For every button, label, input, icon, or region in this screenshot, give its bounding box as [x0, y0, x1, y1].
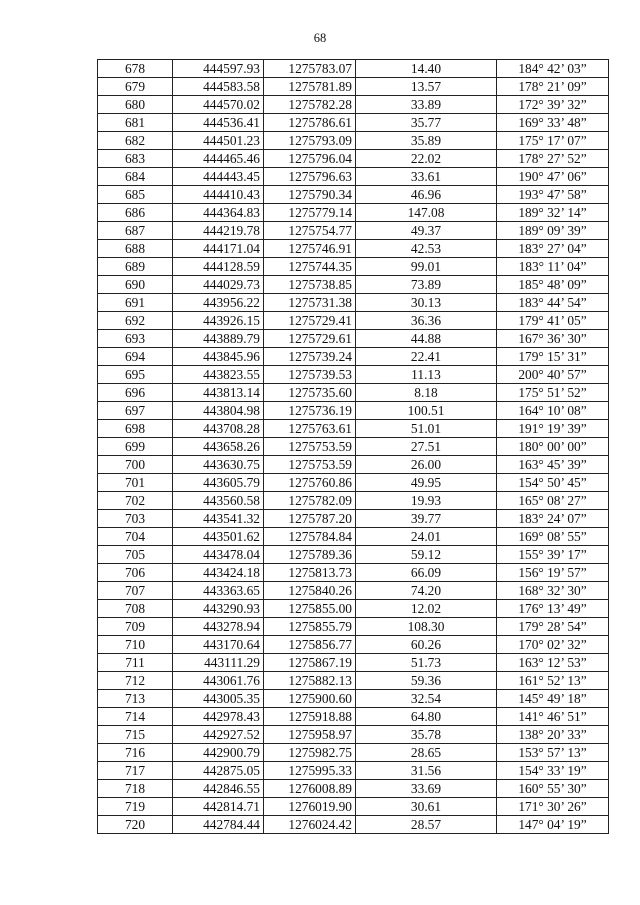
x-coordinate-cell: 444536.41	[173, 114, 264, 132]
x-coordinate-cell: 443541.32	[173, 510, 264, 528]
point-number-cell: 687	[98, 222, 173, 240]
table-row	[98, 762, 609, 780]
x-coordinate-cell: 442900.79	[173, 744, 264, 762]
distance-cell: 27.51	[356, 438, 497, 456]
table-row	[98, 348, 609, 366]
table-row	[98, 258, 609, 276]
table-row	[98, 294, 609, 312]
distance-cell: 35.78	[356, 726, 497, 744]
y-coordinate-cell: 1275779.14	[264, 204, 356, 222]
distance-cell: 35.89	[356, 132, 497, 150]
table-row	[98, 816, 609, 834]
table-row	[98, 798, 609, 816]
distance-cell: 59.36	[356, 672, 497, 690]
point-number-cell: 678	[98, 60, 173, 78]
y-coordinate-cell: 1275789.36	[264, 546, 356, 564]
table-row	[98, 582, 609, 600]
angle-cell: 168° 32’ 30”	[497, 582, 609, 600]
distance-cell: 33.69	[356, 780, 497, 798]
x-coordinate-cell: 444443.45	[173, 168, 264, 186]
angle-cell: 160° 55’ 30”	[497, 780, 609, 798]
point-number-cell: 682	[98, 132, 173, 150]
table-row	[98, 114, 609, 132]
distance-cell: 28.57	[356, 816, 497, 834]
x-coordinate-cell: 444128.59	[173, 258, 264, 276]
y-coordinate-cell: 1275793.09	[264, 132, 356, 150]
distance-cell: 59.12	[356, 546, 497, 564]
table-row	[98, 168, 609, 186]
point-number-cell: 715	[98, 726, 173, 744]
coordinates-table	[97, 59, 609, 834]
distance-cell: 12.02	[356, 600, 497, 618]
x-coordinate-cell: 444029.73	[173, 276, 264, 294]
point-number-cell: 689	[98, 258, 173, 276]
table-row	[98, 186, 609, 204]
angle-cell: 154° 33’ 19”	[497, 762, 609, 780]
y-coordinate-cell: 1275781.89	[264, 78, 356, 96]
y-coordinate-cell: 1276019.90	[264, 798, 356, 816]
distance-cell: 19.93	[356, 492, 497, 510]
table-row	[98, 60, 609, 78]
distance-cell: 147.08	[356, 204, 497, 222]
point-number-cell: 699	[98, 438, 173, 456]
angle-cell: 163° 45’ 39”	[497, 456, 609, 474]
point-number-cell: 696	[98, 384, 173, 402]
point-number-cell: 703	[98, 510, 173, 528]
angle-cell: 169° 08’ 55”	[497, 528, 609, 546]
y-coordinate-cell: 1275796.04	[264, 150, 356, 168]
x-coordinate-cell: 444583.58	[173, 78, 264, 96]
angle-cell: 183° 44’ 54”	[497, 294, 609, 312]
y-coordinate-cell: 1275736.19	[264, 402, 356, 420]
point-number-cell: 698	[98, 420, 173, 438]
y-coordinate-cell: 1275958.97	[264, 726, 356, 744]
x-coordinate-cell: 443005.35	[173, 690, 264, 708]
x-coordinate-cell: 443478.04	[173, 546, 264, 564]
x-coordinate-cell: 443363.65	[173, 582, 264, 600]
x-coordinate-cell: 444501.23	[173, 132, 264, 150]
y-coordinate-cell: 1275753.59	[264, 456, 356, 474]
y-coordinate-cell: 1275754.77	[264, 222, 356, 240]
x-coordinate-cell: 443823.55	[173, 366, 264, 384]
y-coordinate-cell: 1276008.89	[264, 780, 356, 798]
point-number-cell: 714	[98, 708, 173, 726]
x-coordinate-cell: 443170.64	[173, 636, 264, 654]
angle-cell: 185° 48’ 09”	[497, 276, 609, 294]
angle-cell: 169° 33’ 48”	[497, 114, 609, 132]
angle-cell: 179° 28’ 54”	[497, 618, 609, 636]
y-coordinate-cell: 1275855.79	[264, 618, 356, 636]
y-coordinate-cell: 1275739.24	[264, 348, 356, 366]
table-row	[98, 222, 609, 240]
point-number-cell: 707	[98, 582, 173, 600]
table-row	[98, 492, 609, 510]
x-coordinate-cell: 443501.62	[173, 528, 264, 546]
table-row	[98, 690, 609, 708]
distance-cell: 39.77	[356, 510, 497, 528]
point-number-cell: 716	[98, 744, 173, 762]
y-coordinate-cell: 1275735.60	[264, 384, 356, 402]
angle-cell: 141° 46’ 51”	[497, 708, 609, 726]
distance-cell: 33.61	[356, 168, 497, 186]
distance-cell: 32.54	[356, 690, 497, 708]
angle-cell: 175° 51’ 52”	[497, 384, 609, 402]
x-coordinate-cell: 443845.96	[173, 348, 264, 366]
point-number-cell: 695	[98, 366, 173, 384]
point-number-cell: 709	[98, 618, 173, 636]
angle-cell: 189° 09’ 39”	[497, 222, 609, 240]
distance-cell: 11.13	[356, 366, 497, 384]
x-coordinate-cell: 443278.94	[173, 618, 264, 636]
point-number-cell: 697	[98, 402, 173, 420]
distance-cell: 28.65	[356, 744, 497, 762]
table-row	[98, 456, 609, 474]
x-coordinate-cell: 443424.18	[173, 564, 264, 582]
x-coordinate-cell: 444219.78	[173, 222, 264, 240]
y-coordinate-cell: 1275813.73	[264, 564, 356, 582]
x-coordinate-cell: 443290.93	[173, 600, 264, 618]
page-number: 68	[313, 31, 327, 45]
distance-cell: 8.18	[356, 384, 497, 402]
table-row	[98, 654, 609, 672]
x-coordinate-cell: 443813.14	[173, 384, 264, 402]
x-coordinate-cell: 444465.46	[173, 150, 264, 168]
distance-cell: 24.01	[356, 528, 497, 546]
angle-cell: 161° 52’ 13”	[497, 672, 609, 690]
point-number-cell: 679	[98, 78, 173, 96]
table-row	[98, 528, 609, 546]
distance-cell: 99.01	[356, 258, 497, 276]
distance-cell: 51.73	[356, 654, 497, 672]
point-number-cell: 718	[98, 780, 173, 798]
angle-cell: 183° 24’ 07”	[497, 510, 609, 528]
table-row	[98, 366, 609, 384]
y-coordinate-cell: 1275882.13	[264, 672, 356, 690]
angle-cell: 164° 10’ 08”	[497, 402, 609, 420]
point-number-cell: 704	[98, 528, 173, 546]
table-row	[98, 384, 609, 402]
angle-cell: 200° 40’ 57”	[497, 366, 609, 384]
y-coordinate-cell: 1275918.88	[264, 708, 356, 726]
distance-cell: 49.37	[356, 222, 497, 240]
point-number-cell: 720	[98, 816, 173, 834]
point-number-cell: 705	[98, 546, 173, 564]
point-number-cell: 684	[98, 168, 173, 186]
table-row	[98, 672, 609, 690]
y-coordinate-cell: 1275786.61	[264, 114, 356, 132]
x-coordinate-cell: 443889.79	[173, 330, 264, 348]
x-coordinate-cell: 444597.93	[173, 60, 264, 78]
distance-cell: 73.89	[356, 276, 497, 294]
point-number-cell: 719	[98, 798, 173, 816]
table-row	[98, 618, 609, 636]
distance-cell: 51.01	[356, 420, 497, 438]
angle-cell: 180° 00’ 00”	[497, 438, 609, 456]
distance-cell: 49.95	[356, 474, 497, 492]
table-row	[98, 744, 609, 762]
angle-cell: 163° 12’ 53”	[497, 654, 609, 672]
x-coordinate-cell: 442784.44	[173, 816, 264, 834]
x-coordinate-cell: 444410.43	[173, 186, 264, 204]
angle-cell: 145° 49’ 18”	[497, 690, 609, 708]
distance-cell: 31.56	[356, 762, 497, 780]
table-row	[98, 240, 609, 258]
y-coordinate-cell: 1275796.63	[264, 168, 356, 186]
table-body	[98, 60, 609, 834]
angle-cell: 178° 21’ 09”	[497, 78, 609, 96]
y-coordinate-cell: 1275760.86	[264, 474, 356, 492]
table-row	[98, 510, 609, 528]
point-number-cell: 686	[98, 204, 173, 222]
angle-cell: 190° 47’ 06”	[497, 168, 609, 186]
angle-cell: 183° 27’ 04”	[497, 240, 609, 258]
point-number-cell: 717	[98, 762, 173, 780]
distance-cell: 36.36	[356, 312, 497, 330]
point-number-cell: 688	[98, 240, 173, 258]
table-row	[98, 132, 609, 150]
x-coordinate-cell: 443560.58	[173, 492, 264, 510]
angle-cell: 153° 57’ 13”	[497, 744, 609, 762]
table-row	[98, 636, 609, 654]
x-coordinate-cell: 443111.29	[173, 654, 264, 672]
table-row	[98, 546, 609, 564]
x-coordinate-cell: 442814.71	[173, 798, 264, 816]
angle-cell: 191° 19’ 39”	[497, 420, 609, 438]
y-coordinate-cell: 1275753.59	[264, 438, 356, 456]
y-coordinate-cell: 1275856.77	[264, 636, 356, 654]
x-coordinate-cell: 442927.52	[173, 726, 264, 744]
distance-cell: 64.80	[356, 708, 497, 726]
y-coordinate-cell: 1275783.07	[264, 60, 356, 78]
distance-cell: 30.13	[356, 294, 497, 312]
table-row	[98, 564, 609, 582]
point-number-cell: 708	[98, 600, 173, 618]
table-row	[98, 96, 609, 114]
angle-cell: 155° 39’ 17”	[497, 546, 609, 564]
distance-cell: 46.96	[356, 186, 497, 204]
y-coordinate-cell: 1275782.09	[264, 492, 356, 510]
y-coordinate-cell: 1275867.19	[264, 654, 356, 672]
angle-cell: 179° 41’ 05”	[497, 312, 609, 330]
y-coordinate-cell: 1275729.41	[264, 312, 356, 330]
table-row	[98, 780, 609, 798]
point-number-cell: 693	[98, 330, 173, 348]
point-number-cell: 701	[98, 474, 173, 492]
x-coordinate-cell: 443956.22	[173, 294, 264, 312]
angle-cell: 172° 39’ 32”	[497, 96, 609, 114]
x-coordinate-cell: 444570.02	[173, 96, 264, 114]
distance-cell: 13.57	[356, 78, 497, 96]
table-row	[98, 420, 609, 438]
point-number-cell: 712	[98, 672, 173, 690]
y-coordinate-cell: 1275900.60	[264, 690, 356, 708]
table-row	[98, 312, 609, 330]
y-coordinate-cell: 1275840.26	[264, 582, 356, 600]
x-coordinate-cell: 444364.83	[173, 204, 264, 222]
table-row	[98, 726, 609, 744]
table-row	[98, 708, 609, 726]
table-row	[98, 150, 609, 168]
distance-cell: 108.30	[356, 618, 497, 636]
table-row	[98, 600, 609, 618]
distance-cell: 14.40	[356, 60, 497, 78]
y-coordinate-cell: 1275995.33	[264, 762, 356, 780]
y-coordinate-cell: 1275790.34	[264, 186, 356, 204]
distance-cell: 44.88	[356, 330, 497, 348]
y-coordinate-cell: 1275763.61	[264, 420, 356, 438]
angle-cell: 178° 27’ 52”	[497, 150, 609, 168]
point-number-cell: 706	[98, 564, 173, 582]
point-number-cell: 680	[98, 96, 173, 114]
angle-cell: 154° 50’ 45”	[497, 474, 609, 492]
point-number-cell: 691	[98, 294, 173, 312]
x-coordinate-cell: 443926.15	[173, 312, 264, 330]
distance-cell: 74.20	[356, 582, 497, 600]
x-coordinate-cell: 442978.43	[173, 708, 264, 726]
distance-cell: 22.02	[356, 150, 497, 168]
point-number-cell: 694	[98, 348, 173, 366]
distance-cell: 66.09	[356, 564, 497, 582]
distance-cell: 35.77	[356, 114, 497, 132]
table-row	[98, 276, 609, 294]
point-number-cell: 710	[98, 636, 173, 654]
angle-cell: 171° 30’ 26”	[497, 798, 609, 816]
table-row	[98, 402, 609, 420]
table-row	[98, 438, 609, 456]
x-coordinate-cell: 443658.26	[173, 438, 264, 456]
distance-cell: 22.41	[356, 348, 497, 366]
point-number-cell: 690	[98, 276, 173, 294]
angle-cell: 167° 36’ 30”	[497, 330, 609, 348]
angle-cell: 147° 04’ 19”	[497, 816, 609, 834]
angle-cell: 165° 08’ 27”	[497, 492, 609, 510]
point-number-cell: 685	[98, 186, 173, 204]
distance-cell: 42.53	[356, 240, 497, 258]
y-coordinate-cell: 1275787.20	[264, 510, 356, 528]
y-coordinate-cell: 1275784.84	[264, 528, 356, 546]
distance-cell: 100.51	[356, 402, 497, 420]
point-number-cell: 681	[98, 114, 173, 132]
table-row	[98, 474, 609, 492]
angle-cell: 176° 13’ 49”	[497, 600, 609, 618]
angle-cell: 170° 02’ 32”	[497, 636, 609, 654]
x-coordinate-cell: 442875.05	[173, 762, 264, 780]
point-number-cell: 692	[98, 312, 173, 330]
table-row	[98, 78, 609, 96]
distance-cell: 30.61	[356, 798, 497, 816]
y-coordinate-cell: 1275855.00	[264, 600, 356, 618]
table-row	[98, 330, 609, 348]
angle-cell: 156° 19’ 57”	[497, 564, 609, 582]
angle-cell: 179° 15’ 31”	[497, 348, 609, 366]
angle-cell: 193° 47’ 58”	[497, 186, 609, 204]
y-coordinate-cell: 1275739.53	[264, 366, 356, 384]
point-number-cell: 700	[98, 456, 173, 474]
y-coordinate-cell: 1275982.75	[264, 744, 356, 762]
y-coordinate-cell: 1275782.28	[264, 96, 356, 114]
angle-cell: 138° 20’ 33”	[497, 726, 609, 744]
point-number-cell: 702	[98, 492, 173, 510]
point-number-cell: 711	[98, 654, 173, 672]
y-coordinate-cell: 1275729.61	[264, 330, 356, 348]
distance-cell: 33.89	[356, 96, 497, 114]
table-row	[98, 204, 609, 222]
x-coordinate-cell: 443061.76	[173, 672, 264, 690]
x-coordinate-cell: 444171.04	[173, 240, 264, 258]
angle-cell: 183° 11’ 04”	[497, 258, 609, 276]
y-coordinate-cell: 1275746.91	[264, 240, 356, 258]
angle-cell: 184° 42’ 03”	[497, 60, 609, 78]
x-coordinate-cell: 443708.28	[173, 420, 264, 438]
point-number-cell: 713	[98, 690, 173, 708]
angle-cell: 189° 32’ 14”	[497, 204, 609, 222]
y-coordinate-cell: 1275744.35	[264, 258, 356, 276]
x-coordinate-cell: 443804.98	[173, 402, 264, 420]
x-coordinate-cell: 443630.75	[173, 456, 264, 474]
x-coordinate-cell: 442846.55	[173, 780, 264, 798]
y-coordinate-cell: 1275731.38	[264, 294, 356, 312]
point-number-cell: 683	[98, 150, 173, 168]
distance-cell: 26.00	[356, 456, 497, 474]
x-coordinate-cell: 443605.79	[173, 474, 264, 492]
angle-cell: 175° 17’ 07”	[497, 132, 609, 150]
y-coordinate-cell: 1276024.42	[264, 816, 356, 834]
y-coordinate-cell: 1275738.85	[264, 276, 356, 294]
distance-cell: 60.26	[356, 636, 497, 654]
